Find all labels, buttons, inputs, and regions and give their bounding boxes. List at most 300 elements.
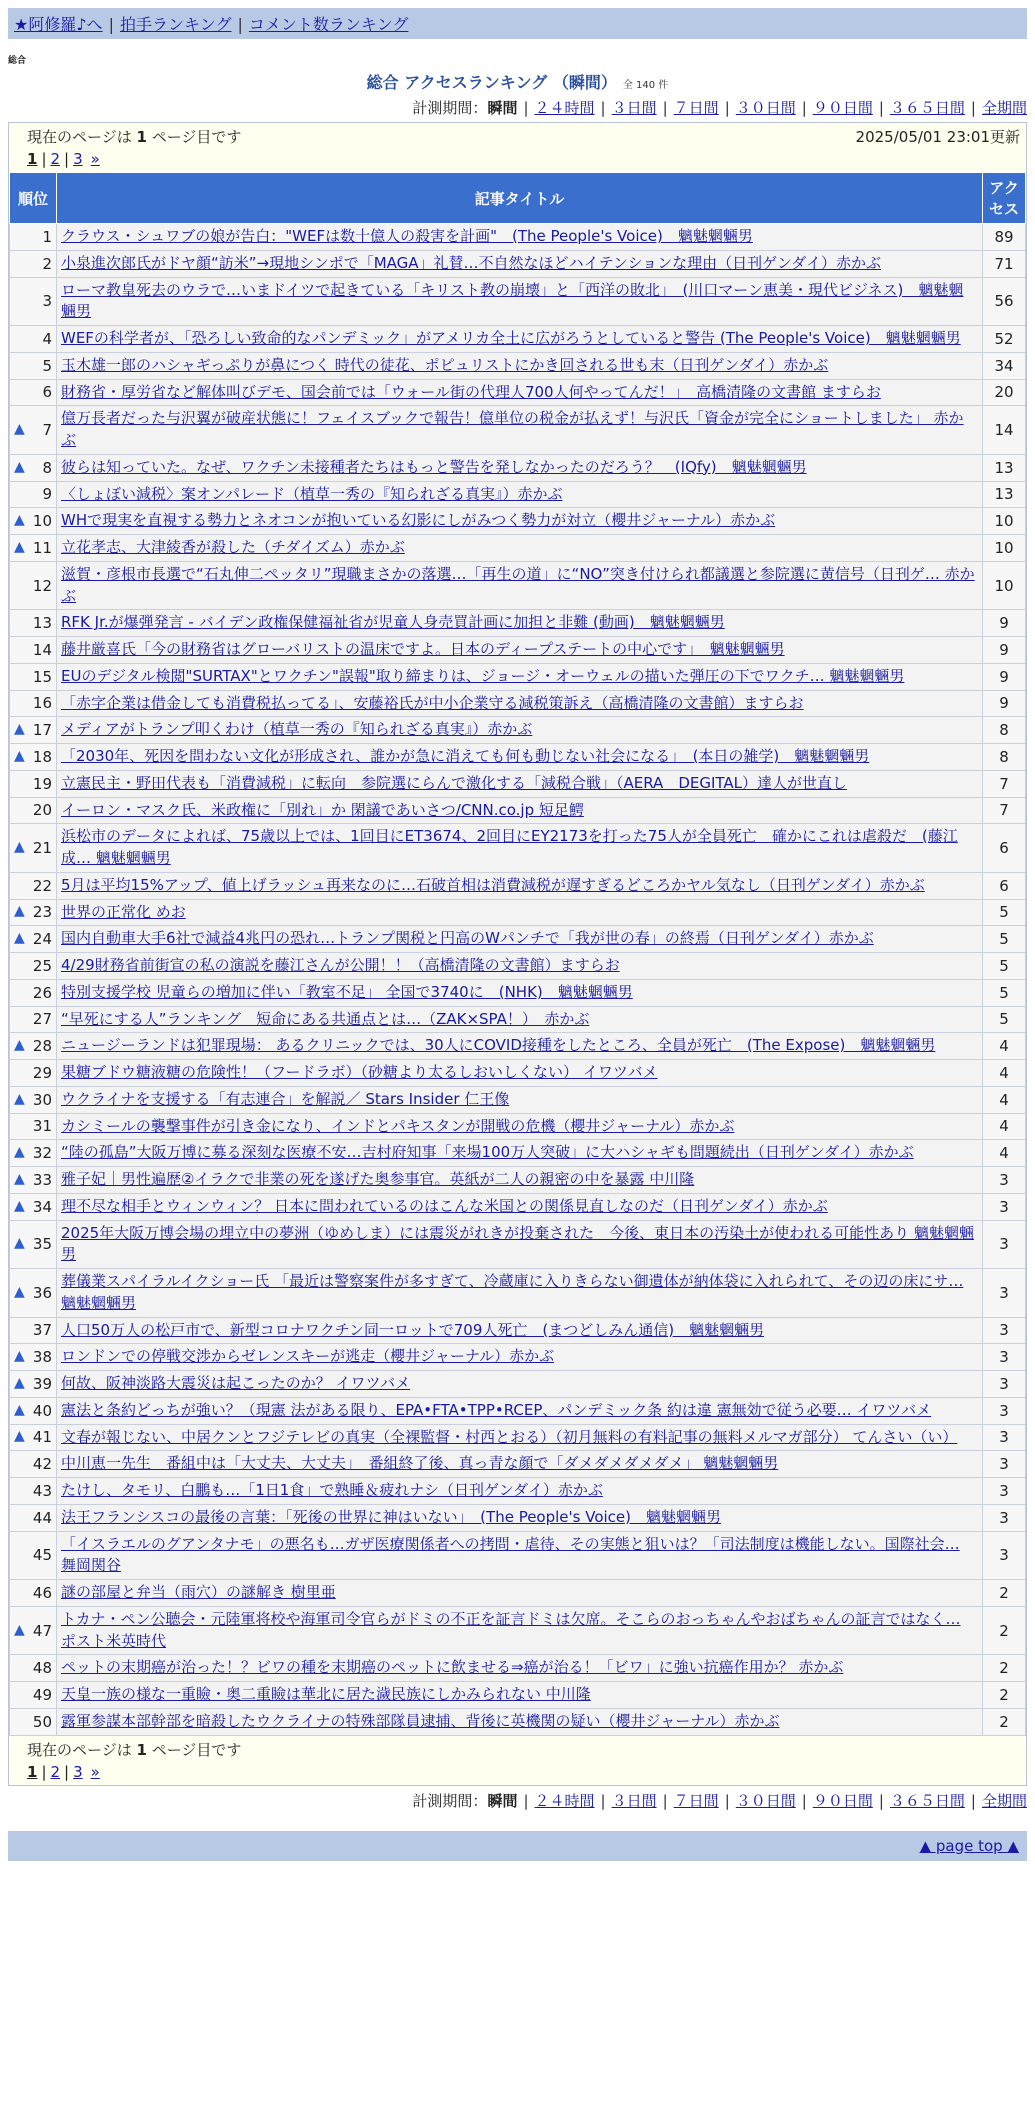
table-row bbox=[10, 663, 1026, 690]
article-link[interactable]: 「2030年、死因を問わない文化が形成され、誰かが急に消えても何も動じない社会になる」 (本日の雑学) 魑魅魍魎男 bbox=[61, 747, 870, 765]
rank-cell bbox=[10, 1371, 57, 1398]
article-link[interactable]: “陸の孤島”大阪万博に募る深刻な医療不安…吉村府知事「来場100万人突破」に大ハシャギも問題続出（日刊ゲンダイ）赤かぶ bbox=[61, 1143, 914, 1162]
period-link[interactable]: ７日間 bbox=[673, 1791, 719, 1810]
rank-up-arrow-icon: ▲ bbox=[14, 1197, 25, 1214]
title-cell bbox=[57, 481, 983, 508]
title-cell bbox=[57, 1397, 983, 1424]
title-cell bbox=[57, 1606, 983, 1655]
period-link[interactable]: ３６５日間 bbox=[889, 99, 965, 117]
rank-cell bbox=[10, 663, 57, 690]
title-cell bbox=[57, 1167, 983, 1194]
article-link[interactable]: イーロン・マスク氏、米政権に「別れ」か 閑議であいさつ/CNN.co.jp 短足鰐 bbox=[61, 800, 584, 819]
rank-number: 48 bbox=[32, 1659, 52, 1678]
access-count: 2 bbox=[983, 1708, 1026, 1735]
table-row bbox=[10, 1220, 1026, 1269]
rank-up-arrow-icon: ▲ bbox=[14, 930, 25, 947]
table-row bbox=[10, 1033, 1026, 1060]
pager-page-link[interactable]: 3 bbox=[73, 1762, 83, 1781]
access-count: 5 bbox=[983, 979, 1026, 1006]
table-row bbox=[10, 1113, 1026, 1140]
period-separator: | bbox=[662, 99, 668, 117]
rank-cell bbox=[10, 1317, 57, 1344]
access-count: 3 bbox=[983, 1397, 1026, 1424]
rank-number: 19 bbox=[32, 774, 52, 793]
category-label: 総合 bbox=[8, 56, 27, 66]
rank-cell bbox=[10, 1451, 57, 1478]
period-separator: | bbox=[801, 1791, 807, 1810]
rank-cell bbox=[10, 744, 57, 771]
article-link[interactable]: RFK Jr.が爆弾発言 - バイデン政権保健福祉省が児童人身売買計画に加担と非難 (動画) 魑魅魍魎男 bbox=[61, 613, 725, 632]
top-navigation bbox=[8, 8, 1027, 39]
rank-number: 20 bbox=[32, 801, 52, 820]
rank-number: 45 bbox=[32, 1546, 52, 1565]
table-row bbox=[10, 481, 1026, 508]
rank-number: 22 bbox=[32, 876, 52, 895]
rank-number: 11 bbox=[32, 538, 52, 557]
title-cell bbox=[57, 1451, 983, 1478]
article-link[interactable]: ニュージーランドは犯罪現場： あるクリニックでは、30人にCOVID接種をしたところ、全員が死亡 (The Expose) 魑魅魍魎男 bbox=[61, 1036, 936, 1055]
access-count: 3 bbox=[983, 1371, 1026, 1398]
rank-number: 43 bbox=[32, 1481, 52, 1500]
rank-number: 5 bbox=[42, 356, 52, 375]
rank-number: 28 bbox=[32, 1037, 52, 1056]
table-row bbox=[10, 1006, 1026, 1033]
table-row bbox=[10, 953, 1026, 980]
article-link[interactable]: 法王フランシスコの最後の言葉：「死後の世界に神はいない」 (The People's Voice) 魑魅魍魎男 bbox=[61, 1507, 722, 1526]
rank-up-arrow-icon: ▲ bbox=[14, 1428, 25, 1445]
title-cell bbox=[57, 717, 983, 744]
article-link[interactable]: 立憲民主・野田代表も「消費減税」に転向 参院選にらんで激化する「減税合戦」（AERA DEGITAL）達人が世直し bbox=[61, 773, 848, 792]
article-link[interactable]: 2025年大阪万博会場の埋立中の夢洲（ゆめしま）には震災がれきが投棄された 今後、東日本の汚染土が使われる可能性あり 魑魅魍魎男 bbox=[61, 1223, 974, 1264]
rank-number: 32 bbox=[32, 1144, 52, 1163]
access-count: 2 bbox=[983, 1606, 1026, 1655]
period-link[interactable]: ９０日間 bbox=[812, 99, 873, 117]
total-count: 全 140 件 bbox=[622, 80, 669, 91]
title-cell bbox=[57, 277, 983, 326]
header-access: アクセス bbox=[983, 173, 1026, 224]
access-count: 3 bbox=[983, 1220, 1026, 1269]
table-row bbox=[10, 824, 1026, 873]
table-row bbox=[10, 797, 1026, 824]
rank-up-arrow-icon: ▲ bbox=[14, 1170, 25, 1187]
title-cell bbox=[57, 1269, 983, 1318]
rank-number: 9 bbox=[42, 485, 52, 504]
table-row bbox=[10, 1504, 1026, 1531]
article-link[interactable]: 露軍参謀本部幹部を暗殺したウクライナの特殊部隊員逮捕、背後に英機関の疑い（櫻井ジャーナル）赤かぶ bbox=[61, 1711, 780, 1730]
title-cell bbox=[57, 637, 983, 664]
access-count: 3 bbox=[983, 1344, 1026, 1371]
title-cell bbox=[57, 1033, 983, 1060]
rank-up-arrow-icon: ▲ bbox=[14, 903, 25, 920]
access-count: 2 bbox=[983, 1655, 1026, 1682]
pager-next-link[interactable]: » bbox=[90, 1762, 100, 1781]
rank-number: 30 bbox=[32, 1090, 52, 1109]
rank-number: 33 bbox=[32, 1170, 52, 1189]
article-link[interactable]: 憲法と条約どっちが強い？（現憲 法がある限り、EPA•FTA•TPP•RCEP、パンデミック条 約は違 憲無効で従う必要… イワツバメ bbox=[61, 1400, 932, 1419]
ranking-title: 総合 アクセスランキング （瞬間） bbox=[366, 73, 617, 92]
period-separator: | bbox=[970, 1791, 976, 1810]
period-separator: | bbox=[724, 1791, 730, 1810]
pager-separator: | bbox=[41, 150, 47, 168]
article-link[interactable]: 4/29財務省前街宣の私の演説を藤江さんが公開！！（高橋清隆の文書館）ますらお bbox=[61, 956, 620, 974]
rank-number: 37 bbox=[32, 1321, 52, 1340]
rank-up-arrow-icon: ▲ bbox=[14, 512, 25, 529]
title-cell bbox=[57, 899, 983, 926]
rank-cell bbox=[10, 1424, 57, 1451]
rank-number: 17 bbox=[32, 721, 52, 740]
article-link[interactable]: 藤井厳喜氏「今の財務省はグローバリストの温床ですよ。日本のディープステートの中心です」 魑魅魍魎男 bbox=[61, 640, 785, 658]
title-cell bbox=[57, 1086, 983, 1113]
rank-cell bbox=[10, 690, 57, 717]
access-count: 5 bbox=[983, 899, 1026, 926]
article-link[interactable]: 〈しょぼい減税〉案オンパレード（植草一秀の『知られざる真実』）赤かぶ bbox=[61, 484, 563, 503]
table-row bbox=[10, 1708, 1026, 1735]
period-link[interactable]: ９０日間 bbox=[812, 1791, 873, 1810]
title-cell bbox=[57, 250, 983, 277]
rank-cell bbox=[10, 1504, 57, 1531]
article-link[interactable]: 小泉進次郎氏がドヤ顔“訪米”→現地シンポで「MAGA」礼賛…不自然なほどハイテンションな理由（日刊ゲンダイ）赤かぶ bbox=[61, 253, 881, 272]
rank-number: 24 bbox=[32, 930, 52, 949]
table-row bbox=[10, 1606, 1026, 1655]
article-link[interactable]: ペットの末期癌が治った！？ビワの種を末期癌のペットに飲ませる⇒癌が治る！「ビワ」に強い抗癌作用か？ 赤かぶ bbox=[61, 1658, 844, 1677]
rank-number: 13 bbox=[32, 614, 52, 633]
table-row bbox=[10, 1580, 1026, 1607]
page-info-prefix: 現在のページは bbox=[27, 1740, 137, 1759]
period-link[interactable]: ３６５日間 bbox=[889, 1791, 965, 1810]
topnav-link-0[interactable]: ★阿修羅♪へ bbox=[14, 15, 103, 34]
page-top-link[interactable]: ▲ page top ▲ bbox=[919, 1836, 1019, 1855]
article-link[interactable]: 浜松市のデータによれば、75歳以上では、1回目にET3674、2回目にEY2173を打った75人が全員死亡 確かにこれは虐殺だ (藤江成… 魑魅魍魎男 bbox=[61, 827, 958, 867]
rank-up-arrow-icon: ▲ bbox=[14, 1235, 25, 1252]
title-cell bbox=[57, 1531, 983, 1580]
rank-cell bbox=[10, 1193, 57, 1220]
rank-up-arrow-icon: ▲ bbox=[14, 538, 25, 555]
rank-cell bbox=[10, 770, 57, 797]
rank-number: 27 bbox=[32, 1010, 52, 1029]
rank-up-arrow-icon: ▲ bbox=[14, 458, 25, 475]
access-count: 4 bbox=[983, 1113, 1026, 1140]
period-link[interactable]: ２４時間 bbox=[534, 99, 595, 117]
pager-page-link[interactable]: 2 bbox=[50, 1762, 61, 1781]
rank-cell bbox=[10, 277, 57, 326]
period-link[interactable]: ２４時間 bbox=[534, 1791, 595, 1810]
rank-cell bbox=[10, 1655, 57, 1682]
title-cell bbox=[57, 690, 983, 717]
table-row bbox=[10, 224, 1026, 251]
article-link[interactable]: 立花孝志、大津綾香が殺した（チダイズム）赤かぶ bbox=[61, 538, 405, 556]
article-link[interactable]: 天皇一族の様な一重瞼・奥二重瞼は華北に居た濊民族にしかみられない 中川隆 bbox=[61, 1685, 591, 1703]
table-row bbox=[10, 1451, 1026, 1478]
article-link[interactable]: 文春が報じない、中居クンとフジテレビの真実（全裸監督・村西とおる）（初月無料の有料記事の無料メルマガ部分） てんさい（い） bbox=[61, 1427, 958, 1446]
rank-number: 50 bbox=[32, 1712, 52, 1731]
rank-cell bbox=[10, 481, 57, 508]
title-cell bbox=[57, 1140, 983, 1167]
article-link[interactable]: 億万長者だった与沢翼が破産状態に！フェイスブックで報告！億単位の税金が払えず！与沢氏「資金が完全にショートしました」 赤かぶ bbox=[61, 409, 964, 449]
rank-up-arrow-icon: ▲ bbox=[14, 839, 25, 855]
period-link[interactable]: ３日間 bbox=[611, 99, 657, 117]
period-link[interactable]: ３０日間 bbox=[735, 1791, 796, 1810]
nav-separator: | bbox=[237, 15, 243, 34]
title-cell bbox=[57, 953, 983, 980]
period-link[interactable]: ７日間 bbox=[673, 99, 719, 117]
title-cell bbox=[57, 1424, 983, 1451]
access-count: 4 bbox=[983, 1033, 1026, 1060]
table-row bbox=[10, 770, 1026, 797]
article-link[interactable]: クラウス・シュワブの娘が告白："WEFは数十億人の殺害を計画" (The People's Voice) 魑魅魍魎男 bbox=[61, 227, 753, 245]
title-cell bbox=[57, 535, 983, 562]
rank-cell bbox=[10, 824, 57, 873]
access-count: 9 bbox=[983, 663, 1026, 690]
rank-cell bbox=[10, 899, 57, 926]
title-cell bbox=[57, 979, 983, 1006]
access-count: 56 bbox=[983, 277, 1026, 326]
rank-number: 40 bbox=[32, 1401, 52, 1420]
title-cell bbox=[57, 797, 983, 824]
table-row bbox=[10, 1060, 1026, 1087]
title-cell bbox=[57, 1682, 983, 1709]
table-row bbox=[10, 1317, 1026, 1344]
rank-number: 21 bbox=[32, 839, 52, 857]
article-link[interactable]: ローマ教皇死去のウラで…いまドイツで起きている「キリスト教の崩壊」と「西洋の敗北」 (川口マーン恵美・現代ビジネス) 魑魅魍魎男 bbox=[61, 280, 964, 321]
pager-current-page: 1 bbox=[27, 150, 38, 168]
access-count: 8 bbox=[983, 744, 1026, 771]
rank-number: 23 bbox=[32, 903, 52, 922]
rank-up-arrow-icon: ▲ bbox=[14, 1037, 25, 1054]
article-link[interactable]: 理不尽な相手とウィンウィン？ 日本に問われているのはこんな米国との関係見直しなのだ（日刊ゲンダイ）赤かぶ bbox=[61, 1196, 828, 1215]
table-row bbox=[10, 1140, 1026, 1167]
title-cell bbox=[57, 326, 983, 353]
rank-cell bbox=[10, 979, 57, 1006]
title-cell bbox=[57, 406, 983, 455]
rank-number: 4 bbox=[42, 329, 52, 348]
access-count: 10 bbox=[983, 561, 1026, 610]
rank-cell bbox=[10, 406, 57, 455]
rank-number: 36 bbox=[32, 1283, 52, 1302]
title-cell bbox=[57, 663, 983, 690]
title-cell bbox=[57, 872, 983, 899]
article-link[interactable]: 雅子妃｜男性遍歴②イラクで非業の死を遂げた奥参事官。英紙が二人の親密の中を暴露 中川隆 bbox=[61, 1170, 695, 1188]
access-count: 14 bbox=[983, 406, 1026, 455]
access-count: 10 bbox=[983, 508, 1026, 535]
period-link[interactable]: 全期間 bbox=[981, 1791, 1027, 1810]
table-row bbox=[10, 744, 1026, 771]
rank-cell bbox=[10, 1033, 57, 1060]
title-cell bbox=[57, 1006, 983, 1033]
rank-up-arrow-icon: ▲ bbox=[14, 1090, 25, 1107]
article-link[interactable]: 滋賀・彦根市長選で“石丸伸二ペッタリ”現職まさかの落選…「再生の道」に“NO”突き付けられ都議選と参院選に黄信号（日刊ゲ… 赤かぶ bbox=[61, 564, 975, 605]
table-row bbox=[10, 610, 1026, 637]
topnav-link-1[interactable]: 拍手ランキング bbox=[119, 15, 232, 34]
article-link[interactable]: ウクライナを支援する「有志連合」を解説／ Stars Insider 仁王像 bbox=[61, 1089, 510, 1108]
table-row bbox=[10, 1531, 1026, 1580]
period-link[interactable]: 全期間 bbox=[981, 99, 1027, 117]
page-info-top bbox=[9, 123, 1026, 150]
table-row bbox=[10, 637, 1026, 664]
rank-cell bbox=[10, 326, 57, 353]
rank-cell bbox=[10, 250, 57, 277]
title-cell bbox=[57, 1220, 983, 1269]
article-link[interactable]: 葬儀業スパイラルイクショー氏 「最近は警察案件が多すぎて、冷蔵庫に入りきらない御遺体が納体袋に入れられて、その辺の床にサ… 魑魅魍魎男 bbox=[61, 1272, 964, 1312]
rank-cell bbox=[10, 508, 57, 535]
article-link[interactable]: メディアがトランプ叩くわけ（植草一秀の『知られざる真実』）赤かぶ bbox=[61, 720, 533, 739]
access-count: 5 bbox=[983, 926, 1026, 953]
rank-number: 7 bbox=[42, 421, 52, 439]
table-header-row bbox=[10, 173, 1026, 224]
period-link[interactable]: ３日間 bbox=[611, 1791, 657, 1810]
access-count: 3 bbox=[983, 1531, 1026, 1580]
table-row bbox=[10, 1424, 1026, 1451]
table-row bbox=[10, 926, 1026, 953]
rank-cell bbox=[10, 1269, 57, 1318]
rank-up-arrow-icon: ▲ bbox=[14, 721, 25, 738]
title-cell bbox=[57, 1478, 983, 1505]
pager-page-link[interactable]: 3 bbox=[73, 150, 83, 168]
access-count: 5 bbox=[983, 953, 1026, 980]
access-count: 7 bbox=[983, 797, 1026, 824]
article-link[interactable]: “早死にする人”ランキング 短命にある共通点とは…（ZAK×SPA！） 赤かぶ bbox=[61, 1009, 590, 1028]
rank-number: 6 bbox=[42, 383, 52, 402]
article-link[interactable]: ロンドンでの停戦交渉からゼレンスキーが逃走（櫻井ジャーナル）赤かぶ bbox=[61, 1347, 555, 1366]
table-row bbox=[10, 717, 1026, 744]
access-count: 4 bbox=[983, 1086, 1026, 1113]
title-cell bbox=[57, 1371, 983, 1398]
table-row bbox=[10, 1269, 1026, 1318]
page-info-prefix: 現在のページは bbox=[27, 128, 137, 146]
article-link[interactable]: 財務省・厚労省など解体叫びデモ、国会前では「ウォール街の代理人700人何やってんだ！」 高橋清隆の文書館 ますらお bbox=[61, 382, 881, 401]
access-count: 3 bbox=[983, 1424, 1026, 1451]
article-link[interactable]: WEFの科学者が、「恐ろしい致命的なパンデミック」がアメリカ全土に広がろうとしていると警告 (The People's Voice) 魑魅魍魎男 bbox=[61, 329, 961, 347]
article-link[interactable]: 人口50万人の松戸市で、新型コロナワクチン同一ロットで709人死亡 (まつどしみん通信) 魑魅魍魎男 bbox=[61, 1320, 765, 1339]
period-selector-bottom bbox=[8, 1790, 1027, 1811]
title-cell bbox=[57, 1580, 983, 1607]
access-count: 6 bbox=[983, 872, 1026, 899]
rank-number: 3 bbox=[42, 292, 52, 311]
article-link[interactable]: 「イスラエルのグアンタナモ」の悪名も…ガザ医療関係者への拷問・虐待、その実態と狙いは？「司法制度は機能しない。国際社会… 舞岡関谷 bbox=[61, 1534, 960, 1575]
title-cell bbox=[57, 224, 983, 251]
rank-up-arrow-icon: ▲ bbox=[14, 1621, 25, 1638]
access-count: 13 bbox=[983, 481, 1026, 508]
period-separator: | bbox=[878, 99, 884, 117]
rank-number: 12 bbox=[32, 576, 52, 595]
article-link[interactable]: 玉木雄一郎のハシャギっぷりが鼻につく 時代の徒花、ポピュリストにかき回される世も末（日刊ゲンダイ）赤かぶ bbox=[61, 355, 829, 374]
article-link[interactable]: 特別支援学校 児童らの増加に伴い「教室不足」 全国で3740に (NHK) 魑魅魍魎男 bbox=[61, 982, 633, 1001]
nav-separator: | bbox=[108, 15, 114, 34]
pager-next-link[interactable]: » bbox=[90, 150, 100, 168]
rank-up-arrow-icon: ▲ bbox=[14, 1374, 25, 1391]
title-cell bbox=[57, 352, 983, 379]
pager-top bbox=[9, 150, 1026, 172]
title-cell bbox=[57, 508, 983, 535]
table-row bbox=[10, 979, 1026, 1006]
period-separator: | bbox=[801, 99, 807, 117]
rank-cell bbox=[10, 224, 57, 251]
rank-cell bbox=[10, 1086, 57, 1113]
rank-cell bbox=[10, 1580, 57, 1607]
rank-cell bbox=[10, 379, 57, 406]
pager-bottom bbox=[9, 1763, 1026, 1785]
rank-cell bbox=[10, 352, 57, 379]
title-cell bbox=[57, 1344, 983, 1371]
period-separator: | bbox=[878, 1791, 884, 1810]
article-link[interactable]: 世界の正常化 めお bbox=[61, 902, 186, 921]
article-link[interactable]: 彼らは知っていた。なぜ、ワクチン未接種者たちはもっと警告を発しなかったのだろう？ (IQfy) 魑魅魍魎男 bbox=[61, 457, 807, 476]
article-link[interactable]: 「赤字企業は借金しても消費税払ってる」、安藤裕氏が中小企業守る減税策訴え（高橋清隆の文書館）ますらお bbox=[61, 693, 804, 712]
rank-number: 18 bbox=[32, 747, 52, 766]
article-link[interactable]: たけし、タモリ、白鵬も…「1日1食」で熟睡＆疲れナシ（日刊ゲンダイ）赤かぶ bbox=[61, 1481, 603, 1499]
topnav-link-2[interactable]: コメント数ランキング bbox=[248, 15, 409, 34]
rank-number: 44 bbox=[32, 1508, 52, 1527]
article-link[interactable]: 謎の部屋と弁当（雨穴）の謎解き 樹里亜 bbox=[61, 1583, 336, 1601]
rank-cell bbox=[10, 561, 57, 610]
rank-number: 31 bbox=[32, 1117, 52, 1136]
rank-cell bbox=[10, 953, 57, 980]
header-rank: 順位 bbox=[10, 173, 57, 224]
rank-up-arrow-icon: ▲ bbox=[14, 1144, 25, 1161]
title-cell bbox=[57, 561, 983, 610]
article-link[interactable]: カシミールの襲撃事件が引き金になり、インドとパキスタンが開戦の危機（櫻井ジャーナル）赤かぶ bbox=[61, 1116, 735, 1135]
rank-number: 47 bbox=[32, 1621, 52, 1640]
title-cell bbox=[57, 1708, 983, 1735]
current-page-number: 1 bbox=[136, 1740, 147, 1759]
access-count: 9 bbox=[983, 690, 1026, 717]
article-link[interactable]: 5月は平均15%アップ、値上げラッシュ再来なのに…石破首相は消費減税が遅すぎるどころかヤル気なし（日刊ゲンダイ）赤かぶ bbox=[61, 875, 925, 894]
access-count: 3 bbox=[983, 1193, 1026, 1220]
period-separator: | bbox=[600, 1791, 606, 1810]
article-link[interactable]: 何故、阪神淡路大震災は起こったのか？ イワツバメ bbox=[61, 1374, 411, 1392]
period-current: 瞬間 bbox=[487, 99, 518, 117]
table-row bbox=[10, 406, 1026, 455]
article-link[interactable]: トカナ・ペン公聴会・元陸軍将校や海軍司令官らがドミの不正を証言ドミは欠席。そこらのおっちゃんやおばちゃんの証言ではなく… ポスト米英時代 bbox=[61, 1609, 961, 1650]
table-row bbox=[10, 508, 1026, 535]
rank-number: 26 bbox=[32, 983, 52, 1002]
table-row bbox=[10, 1397, 1026, 1424]
rank-up-arrow-icon: ▲ bbox=[14, 421, 25, 437]
table-row bbox=[10, 1086, 1026, 1113]
page-title bbox=[0, 70, 1035, 93]
article-link[interactable]: EUのデジタル検閲"SURTAX"とワクチン"誤報"取り締まりは、ジョージ・オーウェルの描いた弾圧の下でワクチ… 魑魅魍魎男 bbox=[61, 666, 905, 685]
table-row bbox=[10, 1167, 1026, 1194]
rank-cell bbox=[10, 1397, 57, 1424]
access-count: 4 bbox=[983, 1060, 1026, 1087]
updated-timestamp: 2025/05/01 23:01更新 bbox=[855, 128, 1020, 146]
title-cell bbox=[57, 1655, 983, 1682]
rank-number: 25 bbox=[32, 956, 52, 975]
period-separator: | bbox=[662, 1791, 668, 1810]
article-link[interactable]: 国内自動車大手6社で減益4兆円の恐れ…トランプ関税と円高のWパンチで「我が世の春」の終焉（日刊ゲンダイ）赤かぶ bbox=[61, 929, 874, 948]
article-link[interactable]: 中川恵一先生 番組中は「大丈夫、大丈夫」 番組終了後、真っ青な顔で「ダメダメダメダメ」 魑魅魍魎男 bbox=[61, 1454, 779, 1473]
title-cell bbox=[57, 770, 983, 797]
article-link[interactable]: 果糖ブドウ糖液糖の危険性！（フードラボ）（砂糖より太るしおいしくない） イワツバメ bbox=[61, 1063, 658, 1081]
rank-cell bbox=[10, 717, 57, 744]
access-count: 10 bbox=[983, 535, 1026, 562]
period-separator: | bbox=[523, 99, 529, 117]
access-count: 7 bbox=[983, 770, 1026, 797]
rank-number: 49 bbox=[32, 1685, 52, 1704]
article-link[interactable]: WHで現実を直視する勢力とネオコンが抱いている幻影にしがみつく勢力が対立（櫻井ジャーナル）赤かぶ bbox=[61, 511, 776, 530]
title-cell bbox=[57, 1504, 983, 1531]
title-cell bbox=[57, 454, 983, 481]
ranking-table bbox=[9, 172, 1026, 1736]
period-link[interactable]: ３０日間 bbox=[735, 99, 796, 117]
rank-cell bbox=[10, 1113, 57, 1140]
title-cell bbox=[57, 1193, 983, 1220]
rank-cell bbox=[10, 1606, 57, 1655]
rank-number: 42 bbox=[32, 1455, 52, 1474]
table-row bbox=[10, 352, 1026, 379]
title-cell bbox=[57, 744, 983, 771]
pager-page-link[interactable]: 2 bbox=[50, 150, 61, 168]
rank-number: 2 bbox=[42, 254, 52, 273]
